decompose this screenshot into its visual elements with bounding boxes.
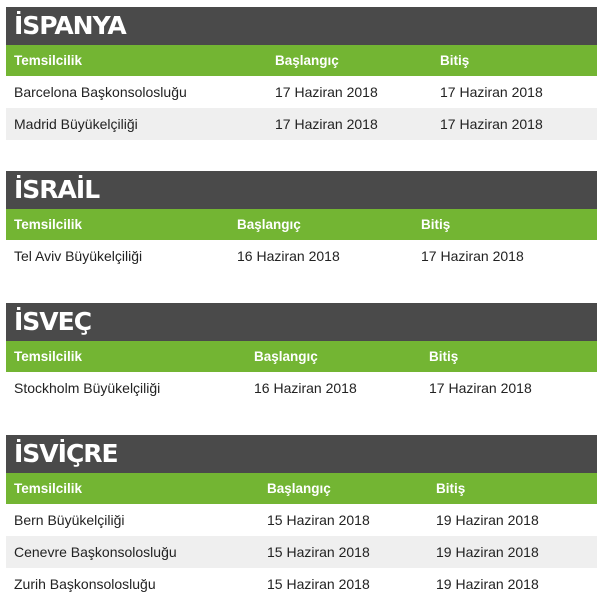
header-representation: Temsilcilik [14, 481, 83, 496]
table-row [6, 372, 597, 404]
header-representation: Temsilcilik [14, 349, 83, 364]
cell-representation: Bern Büyükelçiliği [14, 512, 125, 528]
cell-start: 15 Haziran 2018 [267, 576, 370, 592]
table-row [6, 108, 597, 140]
cell-start: 15 Haziran 2018 [267, 544, 370, 560]
cell-end: 17 Haziran 2018 [440, 84, 543, 100]
cell-representation: Zurih Başkonsolosluğu [14, 576, 156, 592]
section-isvicre [6, 435, 597, 600]
cell-representation: Cenevre Başkonsolosluğu [14, 544, 177, 560]
table-row [6, 536, 597, 568]
cell-start: 16 Haziran 2018 [254, 380, 357, 396]
table-row [6, 76, 597, 108]
cell-end: 17 Haziran 2018 [421, 248, 524, 264]
cell-representation: Madrid Büyükelçiliği [14, 116, 138, 132]
header-end: Bitiş [440, 53, 470, 68]
header-end: Bitiş [429, 349, 459, 364]
table-row [6, 240, 597, 272]
cell-end: 19 Haziran 2018 [436, 544, 539, 560]
cell-start: 16 Haziran 2018 [237, 248, 340, 264]
table-row [6, 504, 597, 536]
cell-end: 19 Haziran 2018 [436, 576, 539, 592]
table-header [6, 45, 597, 76]
section-ispanya [6, 7, 597, 140]
country-title: İSRAİL [6, 171, 597, 209]
table-row [6, 568, 597, 600]
country-title: İSPANYA [6, 7, 597, 45]
header-start: Başlangıç [254, 349, 318, 364]
table-header [6, 209, 597, 240]
cell-end: 17 Haziran 2018 [429, 380, 532, 396]
header-end: Bitiş [421, 217, 451, 232]
cell-representation: Tel Aviv Büyükelçiliği [14, 248, 143, 264]
section-isvec [6, 303, 597, 404]
cell-start: 15 Haziran 2018 [267, 512, 370, 528]
cell-start: 17 Haziran 2018 [275, 116, 378, 132]
country-title: İSVEÇ [6, 303, 597, 341]
header-start: Başlangıç [275, 53, 339, 68]
header-end: Bitiş [436, 481, 466, 496]
header-representation: Temsilcilik [14, 53, 83, 68]
cell-end: 19 Haziran 2018 [436, 512, 539, 528]
header-start: Başlangıç [267, 481, 331, 496]
table-header [6, 473, 597, 504]
country-title: İSVİÇRE [6, 435, 597, 473]
cell-representation: Stockholm Büyükelçiliği [14, 380, 161, 396]
table-header [6, 341, 597, 372]
section-israil [6, 171, 597, 272]
header-start: Başlangıç [237, 217, 301, 232]
header-representation: Temsilcilik [14, 217, 83, 232]
cell-end: 17 Haziran 2018 [440, 116, 543, 132]
cell-representation: Barcelona Başkonsolosluğu [14, 84, 187, 100]
cell-start: 17 Haziran 2018 [275, 84, 378, 100]
